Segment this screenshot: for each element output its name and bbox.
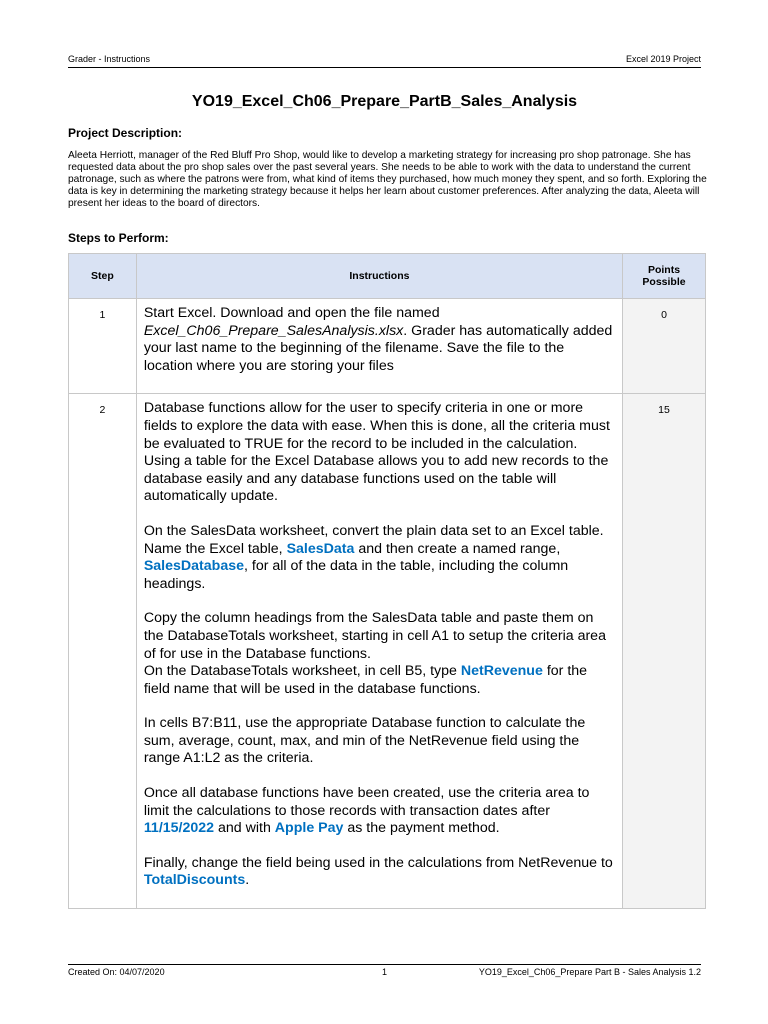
points-header-text: Points Possible: [642, 264, 686, 288]
instruction-text: , for all of the data in the table, including the column headings.: [143, 558, 569, 592]
instruction-text: for the field name that will be used in the database functions.: [143, 663, 588, 697]
instruction-text: and with: [214, 820, 275, 837]
instruction-text: On the DatabaseTotals worksheet, in cell B5, type: [143, 663, 461, 680]
instruction-text: and then create a named range,: [354, 540, 561, 557]
step-instructions: [136, 299, 622, 394]
instruction-text: Once all database functions have been created, use the criteria area to limit the calculations to those records with transaction dates after: [143, 785, 590, 819]
steps-label: Steps to Perform:: [68, 231, 169, 245]
project-description-text: Aleeta Herriott, manager of the Red Bluff Pro Shop, would like to develop a marketing strategy for increasing pro shop patronage. She has requested data about the pro shop sales over the past several years. She needs to be able to work with the data to understand the current patronage, such as where the patrons were from, what kind of items they purchased, how much money they spent, and so forth. Exploring the data is key in determining the marketing strategy because it helps her learn about customer preferences. After analyzing the data, Aleeta will present her ideas to the board of directors.: [68, 150, 707, 209]
instruction-paragraph: In cells B7:B11, use the appropriate Database function to calculate the sum, average, count, max, and min of the NetRevenue field using the range A1:L2 as the criteria.: [143, 715, 586, 767]
instruction-paragraph: [144, 523, 614, 593]
step-number: 2: [69, 394, 137, 909]
footer-document-name: YO19_Excel_Ch06_Prepare Part B - Sales Analysis 1.2: [478, 967, 701, 977]
instruction-text: as the payment method.: [343, 820, 500, 837]
header-right-text: Excel 2019 Project: [625, 54, 701, 64]
points-value: 0: [623, 299, 706, 394]
created-date: Created On: 04/07/2020: [68, 967, 165, 977]
instruction-paragraph: [144, 610, 614, 698]
table-row: [69, 299, 706, 394]
highlight-term: 11/15/2022: [143, 820, 215, 837]
highlight-term: TotalDiscounts: [143, 872, 246, 889]
header-left-text: Grader - Instructions: [68, 54, 151, 64]
instruction-text: Copy the column headings from the SalesData table and paste them on the DatabaseTotals worksheet, starting in cell A1 to setup the criteria area of for use in the Database functions.: [143, 610, 606, 662]
step-instructions: [136, 394, 622, 909]
instruction-text: Finally, change the field being used in the calculations from NetRevenue to: [143, 854, 613, 871]
instruction-paragraph: [144, 855, 614, 890]
highlight-term: SalesDatabase: [143, 558, 244, 575]
points-value: 15: [623, 394, 706, 909]
instructions-column-header: Instructions: [136, 254, 622, 299]
instruction-paragraph: [144, 785, 614, 838]
page-number: 1: [382, 967, 388, 977]
steps-table: [68, 253, 706, 909]
step-column-header: Step: [69, 254, 137, 299]
page-footer: [68, 964, 701, 977]
filename-text: Excel_Ch06_Prepare_SalesAnalysis.xlsx: [143, 322, 404, 339]
highlight-term: SalesData: [286, 540, 355, 557]
instruction-text: . Grader has automatically added your last name to the beginning of the filename. Save the file to the location where you are storing your files: [143, 322, 613, 374]
instruction-text: .: [245, 872, 250, 889]
step-number: 1: [69, 299, 137, 394]
highlight-term: Apple Pay: [274, 820, 344, 837]
project-description-label: Project Description:: [68, 126, 183, 140]
instruction-paragraph: Database functions allow for the user to specify criteria in one or more fields to explore the data with ease. When this is done, all the criteria must be evaluated to TRUE for the record to be included in the calculation. Using a table for the Excel Database allows you to add new records to the database easily and any database functions used on the table will automatically update.: [143, 400, 610, 505]
instruction-text: Start Excel. Download and open the file named: [143, 305, 440, 321]
table-header-row: [69, 254, 706, 299]
points-column-header: [623, 254, 706, 299]
instruction-text: On the SalesData worksheet, convert the plain data set to an Excel table. Name the Excel table,: [143, 522, 604, 557]
page-header: [68, 54, 701, 68]
highlight-term: NetRevenue: [460, 663, 543, 680]
document-title: YO19_Excel_Ch06_Prepare_PartB_Sales_Analysis: [191, 93, 578, 110]
table-row: [69, 394, 706, 909]
